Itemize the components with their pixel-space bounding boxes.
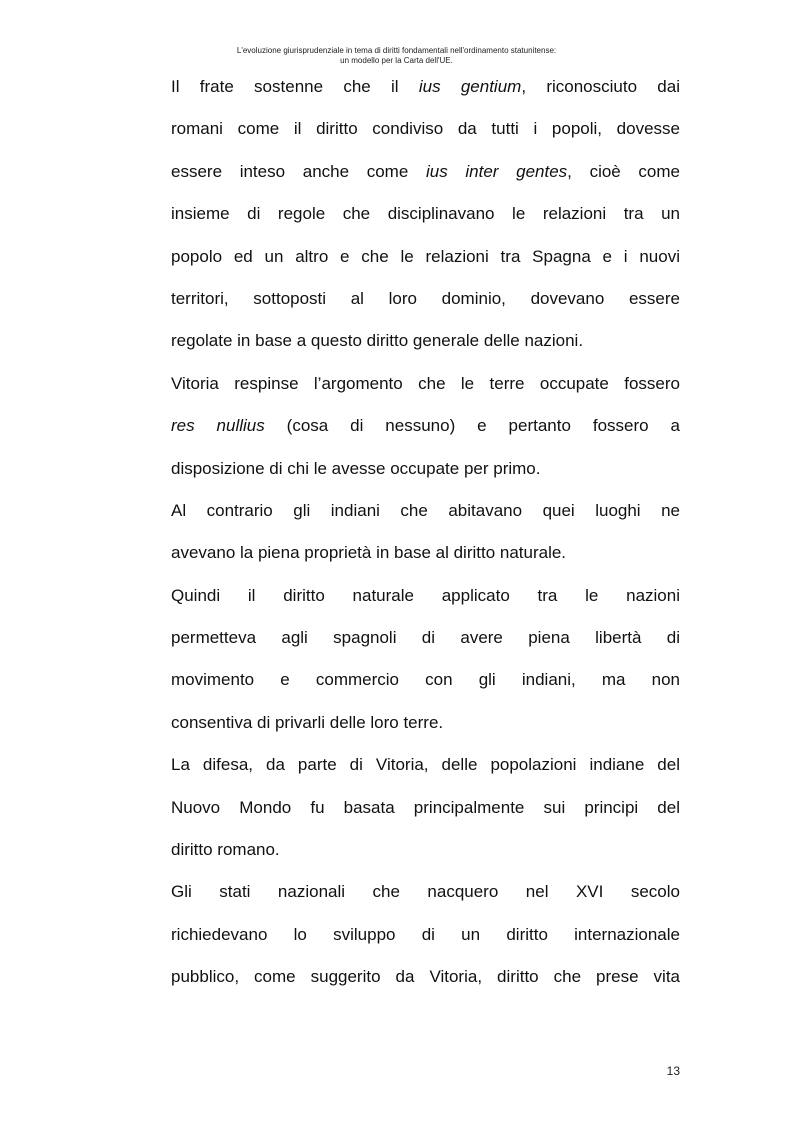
latin-term: ius inter gentes [425,161,568,181]
text-line: territori, sottoposti al loro dominio, dovevano essere [171,288,680,308]
text-line: Il frate sostenne che il ius gentium, riconosciuto dai [171,77,680,96]
text-line: Quindi il diritto naturale applicato tra le nazioni [171,585,680,605]
text-line: permetteva agli spagnoli di avere piena libertà di [171,628,680,648]
text-line: insieme di regole che disciplinavano le relazioni tra un [171,204,680,224]
text-line: popolo ed un altro e che le relazioni tra Spagna e i nuovi [171,246,680,266]
text-line: regolate in base a questo diritto generale delle nazioni. [171,331,584,351]
header-line-1: L'evoluzione giurisprudenziale in tema di diritti fondamentali nell'ordinamento statunitense: [236,46,557,55]
header-line-2: un modello per la Carta dell'UE. [340,56,453,65]
text-line: romani come il diritto condiviso da tutti i popoli, dovesse [171,119,680,139]
text-line: pubblico, come suggerito da Vitoria, diritto che prese vita [171,967,680,987]
text-line: Vitoria respinse l’argomento che le terre occupate fossero [171,373,680,393]
text-line: Gli stati nazionali che nacquero nel XVI secolo [171,882,680,902]
text-line: La difesa, da parte di Vitoria, delle popolazioni indiane del [171,755,680,775]
text-line: res nullius (cosa di nessuno) e pertanto fossero a [171,416,680,436]
text-line: consentiva di privarli delle loro terre. [171,712,444,732]
page-number: 13 [666,1064,680,1078]
running-header [0,46,793,66]
latin-term: res nullius [171,416,265,436]
text-line: avevano la piena proprietà in base al diritto naturale. [171,543,567,563]
text-line: essere inteso anche come ius inter gentes, cioè come [171,161,680,181]
body-text [171,66,680,999]
latin-term: ius gentium [418,77,522,96]
text-line: Al contrario gli indiani che abitavano quei luoghi ne [171,500,680,520]
text-line: movimento e commercio con gli indiani, ma non [171,670,680,690]
text-line: Nuovo Mondo fu basata principalmente sui principi del [171,797,680,817]
text-line: diritto romano. [171,840,280,860]
text-line: richiedevano lo sviluppo di un diritto internazionale [171,924,680,944]
text-line: disposizione di chi le avesse occupate per primo. [171,458,541,478]
